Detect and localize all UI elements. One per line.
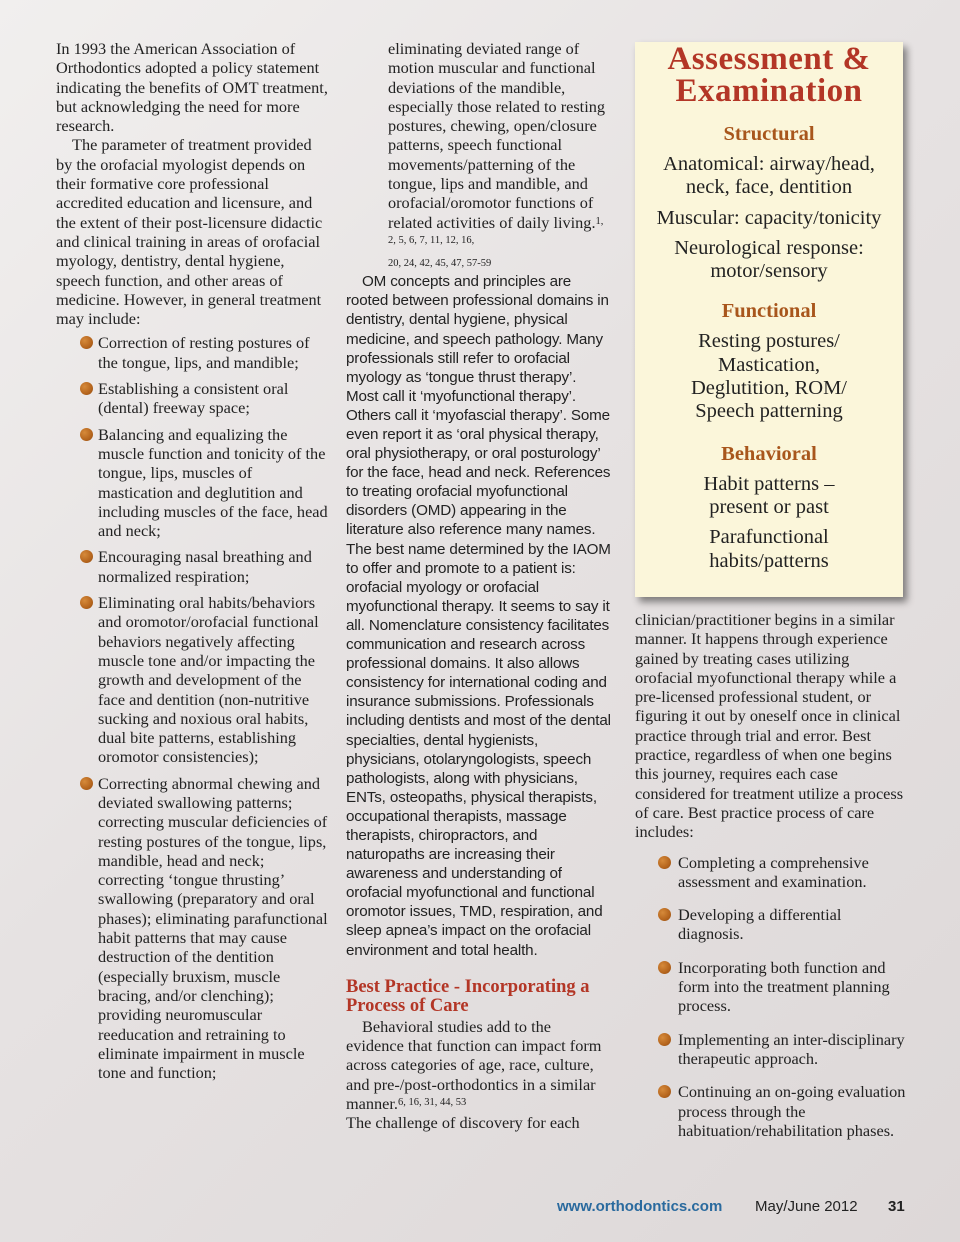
bullet-icon (80, 336, 93, 349)
list-item: Completing a comprehensive assessment and examination. (635, 853, 907, 892)
reference-superscript: 1, 2, 5, 6, 7, 11, 12, 16, (388, 215, 604, 246)
reference-superscript: 6, 16, 31, 44, 53 (398, 1096, 467, 1108)
process-of-care-paragraph: clinician/practitioner begins in a similar manner. It happens through experience gained by treating cases utilizing orofacial myofunctional therapy while a pre-licensed professional student, or figuring it out by oneself once in clinical practice through trial and error. Best practice, regardless of when one begins this journey, requires each case considered for treatment utilize a process of care. Best practice process of care includes: (635, 610, 904, 842)
bullet-icon (658, 1085, 671, 1098)
intro-paragraph: In 1993 the American Association of Orthodontics adopted a policy statement indicating the benefits of OMT treatment, but acknowledging the need for more research. (56, 39, 328, 136)
sidebar-item: Parafunctional habits/patterns (709, 526, 829, 572)
list-item: Correcting abnormal chewing and deviated swallowing patterns; correcting muscular deficiencies of resting postures of the tongue, lips, mandible, head and neck; correcting ‘tongue thrusting’ swallowing (preparatory and oral phases); eliminating parafunctional habit patterns that may cause destruction of the dentition (especially bruxism, muscle bracing, and/or clenching); providing neuromuscular reeducation and retraining to eliminate impairment in muscle tone and function; (56, 774, 328, 1083)
sidebar-item: Resting postures/ Mastication, Deglutition, ROM/ Speech patterning (690, 330, 848, 423)
bullet-icon (80, 428, 93, 441)
list-item: Establishing a consistent oral (dental) freeway space; (56, 379, 328, 418)
list-item: Eliminating oral habits/behaviors and oromotor/orofacial functional behaviors negatively affecting muscle tone and/or impacting the growth and development of the face and dentition (non-nutritive sucking and noxious oral habits, dual bite patterns, establishing oromotor consistencies); (56, 593, 328, 767)
column-2 (346, 39, 612, 1132)
bullet-icon (658, 908, 671, 921)
footer-url-link[interactable]: www.orthodontics.com (557, 1198, 723, 1215)
om-concepts-paragraph: OM concepts and principles are rooted between professional domains in dentistry, dental hygiene, physical medicine, and speech pathology. Many professionals still refer to orofacial myology as ‘tongue thrust therapy’. Most call it ‘myofunctional therapy’. Others call it ‘myofascial therapy’. Some even report it as ‘oral physical therapy, oral physiotherapy, or oral posturology’ for the face, head and neck. References to treating orofacial myofunctional disorders (OMD) appearing in the literature also reference many names. The best name determined by the IAOM to offer and promote to a patient is: orofacial myology or orofacial myofunctional therapy. It seems to say it all. Nomenclature consistency facilitates communication and research across professional domains. It also allows consistency for international coding and insurance submissions. Professionals including dentists and most of the dental specialties, dental hygienists, physicians, otolaryngologists, speech pathologists, along with physicians, ENTs, osteopaths, physical therapists, occupational therapists, massage therapists, chiropractors, and naturopaths are increasing their awareness and understanding of orofacial myofunctional and functional oromotor issues, TMD, respiration, and sleep apnea’s impact on the orofacial environment and total health. (346, 273, 611, 959)
bullet-icon (658, 1033, 671, 1046)
treatment-list (56, 333, 328, 1082)
list-item: Continuing an on-going evaluation process through the habituation/rehabilitation phases. (635, 1082, 907, 1140)
bullet-icon (80, 550, 93, 563)
page-footer (0, 1198, 960, 1218)
bullet-continuation: eliminating deviated range of motion muscular and functional deviations of the mandible, especially those related to resting postures, chewing, open/closure patterns, speech functional movements/patterning of the tongue, lips and mandible, and orofacial/oromotor functions of related activities of daily living.$^{1, 2, 5, 6, 7, 11, 12, 16,}$ 20, 24, 42, 45, 47, 57-59 (388, 39, 606, 270)
list-item: Incorporating both function and form into the treatment planning process. (635, 958, 907, 1016)
footer-issue-date: May/June 2012 (755, 1198, 858, 1215)
process-of-care-list (635, 853, 907, 1141)
bullet-icon (658, 961, 671, 974)
behavioral-paragraph: Behavioral studies add to the evidence that function can impact form across categories of age, race, culture, and pre-/post-orthodontics in a similar manner.$^{6, 16, 31, 44, 53}$ (346, 1016, 602, 1113)
sidebar-item: Muscular: capacity/tonicity (656, 206, 882, 229)
list-item: Encouraging nasal breathing and normalized respiration; (56, 547, 328, 586)
column-1 (56, 39, 328, 1089)
treatment-paragraph: The parameter of treatment provided by the orofacial myologist depends on their formative core professional accredited education and licensure, and the extent of their post-licensure didactic and clinical training in areas of orofacial myology, dentistry, dental hygiene, speech function, and other areas of medicine. However, in general treatment may include: (56, 135, 323, 329)
sidebar-heading-behavioral: Behavioral (721, 442, 817, 465)
assessment-sidebar (635, 42, 903, 597)
section-heading: Best Practice - Incorporating a Process of Care (346, 976, 590, 1017)
bullet-icon (80, 777, 93, 790)
bullet-icon (658, 856, 671, 869)
column-3 (635, 610, 907, 1154)
sidebar-heading-structural: Structural (723, 123, 815, 145)
bullet-icon (80, 596, 93, 609)
list-item: Developing a differential diagnosis. (635, 905, 907, 944)
list-item: Implementing an inter-disciplinary therapeutic approach. (635, 1030, 907, 1069)
sidebar-item: Neurological response: motor/sensory (674, 236, 864, 283)
sidebar-title: Assessment & Examination (667, 41, 871, 109)
list-item: Correction of resting postures of the tongue, lips, and mandible; (56, 333, 328, 372)
sidebar-item: Anatomical: airway/head, neck, face, dentition (663, 153, 875, 199)
page-number: 31 (888, 1198, 905, 1215)
bullet-icon (80, 382, 93, 395)
challenge-text: The challenge of discovery for each (346, 1113, 580, 1133)
reference-line: 20, 24, 42, 45, 47, 57-59 (388, 258, 492, 270)
sidebar-item: Habit patterns – present or past (703, 472, 835, 518)
sidebar-heading-functional: Functional (721, 300, 817, 323)
list-item: Balancing and equalizing the muscle function and tonicity of the tongue, lips, muscles of mastication and deglutition and including muscles of the face, head and neck; (56, 425, 328, 541)
